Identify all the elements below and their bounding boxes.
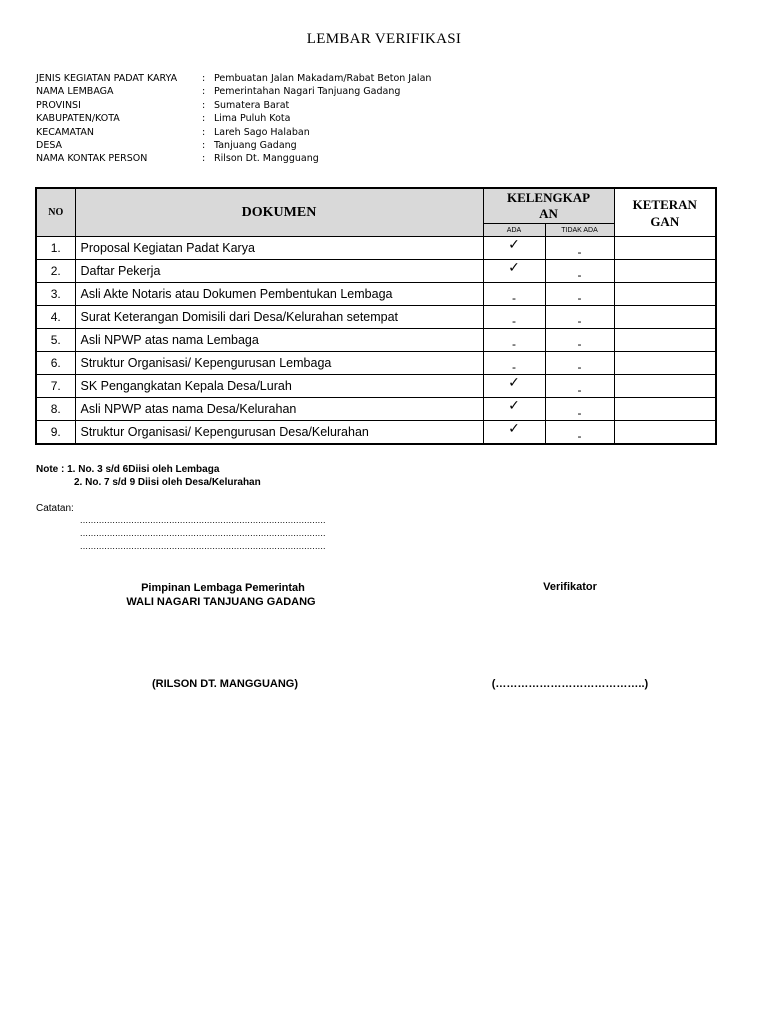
info-colon: :: [202, 153, 206, 165]
row-ada: [483, 421, 545, 445]
row-ada: [483, 329, 545, 352]
table-row: [36, 398, 716, 421]
info-colon: :: [202, 113, 206, 125]
row-document-text: Asli NPWP atas nama Desa/Kelurahan: [80, 402, 297, 416]
row-number-text: 7.: [50, 379, 61, 393]
row-number: [36, 352, 75, 375]
info-row: [36, 152, 431, 165]
row-tidak-ada-text: -: [577, 337, 582, 351]
checkmark-icon: ✓: [508, 237, 520, 253]
row-document: [75, 329, 483, 352]
catatan-lines: [80, 514, 326, 553]
row-number-text: 4.: [50, 310, 61, 324]
header-keterangan: [614, 188, 716, 237]
row-number: [36, 329, 75, 352]
row-document-text: Asli Akte Notaris atau Dokumen Pembentukan Lembaga: [80, 287, 393, 301]
row-tidak-ada: [545, 398, 614, 421]
row-number: [36, 237, 75, 260]
info-colon: :: [202, 86, 206, 98]
row-document-text: SK Pengangkatan Kepala Desa/Lurah: [80, 379, 292, 393]
row-keterangan[interactable]: [614, 237, 716, 260]
info-value: Sumatera Barat: [214, 99, 290, 111]
checkmark-icon: ✓: [508, 398, 520, 414]
table-row: [36, 329, 716, 352]
info-label: KECAMATAN: [36, 126, 94, 138]
row-number-text: 6.: [50, 356, 61, 370]
row-tidak-ada-text: -: [577, 314, 582, 328]
row-tidak-ada-text: -: [577, 360, 582, 374]
info-value: Pembuatan Jalan Makadam/Rabat Beton Jalan: [214, 73, 432, 84]
table-row: [36, 260, 716, 283]
checkmark-icon: ✓: [508, 260, 520, 276]
row-tidak-ada: [545, 260, 614, 283]
row-keterangan[interactable]: [614, 352, 716, 375]
row-ada: [483, 260, 545, 283]
info-row: [36, 112, 431, 125]
row-ada-text: -: [512, 337, 516, 351]
row-number-text: 1.: [50, 241, 61, 255]
row-keterangan[interactable]: [614, 329, 716, 352]
note-line-1: Note : 1. No. 3 s/d 6Diisi oleh Lembaga: [36, 464, 220, 475]
row-document-text: Struktur Organisasi/ Kepengurusan Lembaga: [80, 356, 332, 370]
row-number: [36, 398, 75, 421]
catatan-label: Catatan:: [36, 503, 74, 514]
table-row: [36, 237, 716, 260]
row-tidak-ada-text: -: [577, 383, 582, 397]
row-ada-text: -: [512, 291, 516, 305]
row-keterangan[interactable]: [614, 421, 716, 445]
info-block: [36, 72, 431, 166]
header-dokumen: DOKUMEN: [75, 188, 483, 237]
row-tidak-ada: [545, 283, 614, 306]
row-ada-text: -: [512, 314, 516, 328]
row-keterangan[interactable]: [614, 283, 716, 306]
info-value: Tanjuang Gadang: [214, 139, 297, 151]
row-ada: [483, 306, 545, 329]
row-number-text: 3.: [50, 287, 61, 301]
signature-left-name: (RILSON DT. MANGGUANG): [151, 678, 299, 690]
row-document: [75, 306, 483, 329]
info-colon: :: [202, 126, 206, 138]
row-tidak-ada-text: -: [577, 429, 582, 443]
table-row: [36, 306, 716, 329]
info-row: [36, 139, 431, 152]
signature-left-line2: WALI NAGARI TANJUANG GADANG: [126, 596, 316, 608]
info-value: Rilson Dt. Mangguang: [214, 153, 319, 165]
row-ada: [483, 398, 545, 421]
info-row: [36, 85, 431, 98]
row-number: [36, 260, 75, 283]
info-label: JENIS KEGIATAN PADAT KARYA: [36, 73, 178, 84]
info-label: PROVINSI: [36, 99, 81, 111]
header-kelengkapan-line2: AN: [539, 206, 558, 221]
row-tidak-ada: [545, 375, 614, 398]
row-keterangan[interactable]: [614, 398, 716, 421]
row-ada: [483, 237, 545, 260]
table-row: [36, 421, 716, 445]
row-number-text: 8.: [50, 402, 61, 416]
row-document-text: Struktur Organisasi/ Kepengurusan Desa/Kelurahan: [80, 425, 369, 439]
catatan-line-2[interactable]: ...........................................................................................: [80, 528, 326, 538]
row-keterangan[interactable]: [614, 260, 716, 283]
row-document-text: Asli NPWP atas nama Lembaga: [80, 333, 259, 347]
row-tidak-ada: [545, 237, 614, 260]
info-label: NAMA KONTAK PERSON: [36, 153, 148, 165]
row-tidak-ada-text: -: [577, 291, 582, 305]
row-keterangan[interactable]: [614, 306, 716, 329]
row-document: [75, 237, 483, 260]
note-block: [36, 463, 261, 489]
info-label: DESA: [36, 139, 63, 151]
catatan-line-3[interactable]: ...........................................................................................: [80, 541, 326, 551]
header-kelengkapan-line1: KELENGKAP: [506, 190, 591, 205]
row-ada: [483, 283, 545, 306]
row-number-text: 9.: [50, 425, 61, 439]
note-line-2: 2. No. 7 s/d 9 Diisi oleh Desa/Kelurahan: [74, 477, 261, 488]
row-ada-text: -: [512, 360, 516, 374]
row-tidak-ada-text: -: [577, 406, 582, 420]
row-document: [75, 283, 483, 306]
header-no: NO: [36, 188, 75, 237]
row-number-text: 2.: [50, 264, 61, 278]
signature-left-title: [96, 581, 346, 609]
info-colon: :: [202, 99, 206, 111]
document-title: LEMBAR VERIFIKASI: [306, 31, 462, 47]
info-row: [36, 126, 431, 139]
table-row: [36, 352, 716, 375]
signature-right-title: Verifikator: [543, 581, 597, 593]
info-label: NAMA LEMBAGA: [36, 86, 114, 98]
info-value: Lima Puluh Kota: [214, 113, 291, 125]
row-tidak-ada-text: -: [577, 245, 582, 259]
row-document: [75, 375, 483, 398]
row-number: [36, 306, 75, 329]
row-tidak-ada: [545, 306, 614, 329]
row-number: [36, 375, 75, 398]
row-tidak-ada: [545, 352, 614, 375]
row-document-text: Surat Keterangan Domisili dari Desa/Kelurahan setempat: [80, 310, 399, 324]
row-tidak-ada: [545, 421, 614, 445]
table-row: [36, 375, 716, 398]
row-document-text: Daftar Pekerja: [80, 264, 161, 278]
header-tidak-ada: TIDAK ADA: [545, 224, 614, 237]
row-document: [75, 352, 483, 375]
row-document: [75, 421, 483, 445]
header-keterangan-line2: GAN: [650, 213, 680, 229]
row-number: [36, 283, 75, 306]
verification-table: [35, 187, 717, 445]
signature-right-name[interactable]: (…………………………………..): [491, 678, 649, 690]
header-ada: ADA: [483, 224, 545, 237]
row-ada: [483, 352, 545, 375]
checkmark-icon: ✓: [508, 421, 520, 437]
row-document: [75, 260, 483, 283]
row-document-text: Proposal Kegiatan Padat Karya: [80, 241, 255, 255]
header-keterangan-line1: KETERAN: [632, 196, 697, 212]
info-row: [36, 72, 431, 85]
row-tidak-ada: [545, 329, 614, 352]
info-colon: :: [202, 139, 206, 151]
checkmark-icon: ✓: [508, 375, 520, 391]
header-kelengkapan: [483, 188, 614, 224]
row-keterangan[interactable]: [614, 375, 716, 398]
info-value: Pemerintahan Nagari Tanjuang Gadang: [214, 86, 401, 98]
catatan-line-1[interactable]: ...........................................................................................: [80, 515, 326, 525]
info-row: [36, 99, 431, 112]
row-number-text: 5.: [50, 333, 61, 347]
row-tidak-ada-text: -: [577, 268, 582, 282]
table-row: [36, 283, 716, 306]
signature-left-line1: Pimpinan Lembaga Pemerintah: [141, 582, 305, 594]
info-value: Lareh Sago Halaban: [214, 126, 310, 138]
row-ada: [483, 375, 545, 398]
row-number: [36, 421, 75, 445]
info-label: KABUPATEN/KOTA: [36, 113, 120, 125]
row-document: [75, 398, 483, 421]
info-colon: :: [202, 73, 206, 84]
